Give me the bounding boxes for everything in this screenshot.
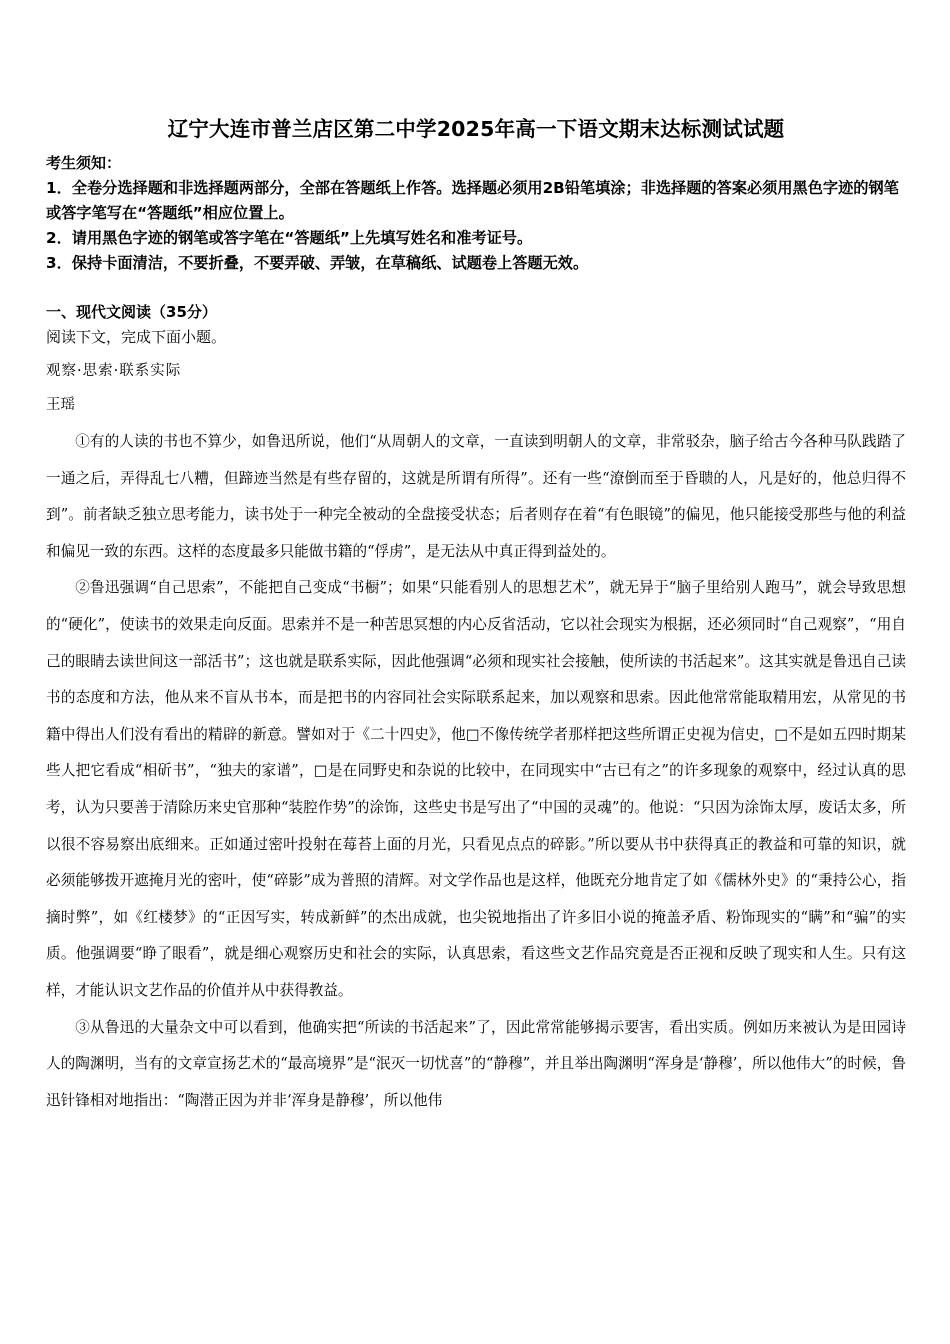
notice-list [46,176,906,276]
document-title: 辽宁大连市普兰店区第二中学2025年高一下语文期末达标测试试题 [167,117,785,141]
article-author: 王瑶 [46,397,75,413]
notice-item: 1．全卷分选择题和非选择题两部分，全部在答题纸上作答。选择题必须用2B铅笔填涂；非选择题的答案必须用黑色字迹的钢笔或答字笔写在“答题纸”相应位置上。 [46,179,899,222]
section-heading: 一、现代文阅读（35分） [46,303,217,321]
notice-heading: 考生须知： [46,154,122,172]
article-title: 观察·思索·联系实际 [46,363,182,379]
notice-item: 2．请用黑色字迹的钢笔或答字笔在“答题纸”上先填写姓名和准考证号。 [46,229,533,247]
reading-instruction: 阅读下文，完成下面小题。 [46,328,227,346]
paragraph: ②鲁迅强调“自己思索”，不能把自己变成“书橱”；如果“只能看别人的思想艺术”，就无异于“脑子里给别人跑马”，就会导致思想的“硬化”，使读书的效果走向反面。思索并不是一种苦思冥想的内心反省活动，它以社会现实为根据，还必须同时“自己观察”，“用自己的眼睛去读世间这一部活书”；这也就是联系实际，因此他强调“必须和现实社会接触，使所读的书活起来”。这其实就是鲁迅自己读书的态度和方法，他从来不盲从书本，而是把书的内容同社会实际联系起来，加以观察和思索。因此他常常能取精用宏，从常见的书籍中得出人们没有看出的精辟的新意。譬如对于《二十四史》，他□不像传统学者那样把这些所谓正史视为信史，□不是如五四时期某些人把它看成“相斫书”，“独夫的家谱”，□是在同野史和杂说的比较中，在同现实中“古已有之”的许多现象的观察中，经过认真的思考，认为只要善于清除历来史官那种“装腔作势”的涂饰，这些史书是写出了“中国的灵魂”的。他说：“只因为涂饰太厚，废话太多，所以很不容易察出底细来。正如通过密叶投射在莓苔上面的月光，只看见点点的碎影。”所以要从书中获得真正的教益和可靠的知识，就必须能够拨开遮掩月光的密叶，使“碎影”成为普照的清辉。对文学作品也是这样，他既充分地肯定了如《儒林外史》的“秉持公心，指摘时弊”，如《红楼梦》的“正因写实，转成新鲜”的杰出成就，也尖锐地指出了许多旧小说的掩盖矛盾、粉饰现实的“瞒”和“骗”的实质。他强调要“睁了眼看”，就是细心观察历史和社会的实际，认真思索，看这些文艺作品究竟是否正视和反映了现实和人生。只有这样，才能认识文艺作品的价值并从中获得教益。 [46,579,906,999]
paragraph: ③从鲁迅的大量杂文中可以看到，他确实把“所读的书活起来”了，因此常常能够揭示要害，看出实质。例如历来被认为是田园诗人的陶渊明，当有的文章宣扬艺术的“最高境界”是“泯灭一切忧喜”的“静穆”，并且举出陶渊明“浑身是‘静穆’，所以他伟大”的时候，鲁迅针锋相对地指出：“陶潜正因为并非‘浑身是静穆’，所以他伟 [46,1018,906,1109]
notice-item: 3．保持卡面清洁，不要折叠，不要弄破、弄皱，在草稿纸、试题卷上答题无效。 [46,254,589,272]
article-body [46,424,906,1119]
paragraph: ①有的人读的书也不算少，如鲁迅所说，他们“从周朝人的文章，一直读到明朝人的文章，非常驳杂，脑子给古今各种马队践踏了一通之后，弄得乱七八糟，但蹄迹当然是有些存留的，这就是所谓有所得”。还有一些“潦倒而至于昏聩的人，凡是好的，他总归得不到”。前者缺乏独立思考能力，读书处于一种完全被动的全盘接受状态；后者则存在着“有色眼镜”的偏见，他只能接受那些与他的利益和偏见一致的东西。这样的态度最多只能做书籍的“俘虏”，是无法从中真正得到益处的。 [46,433,906,560]
